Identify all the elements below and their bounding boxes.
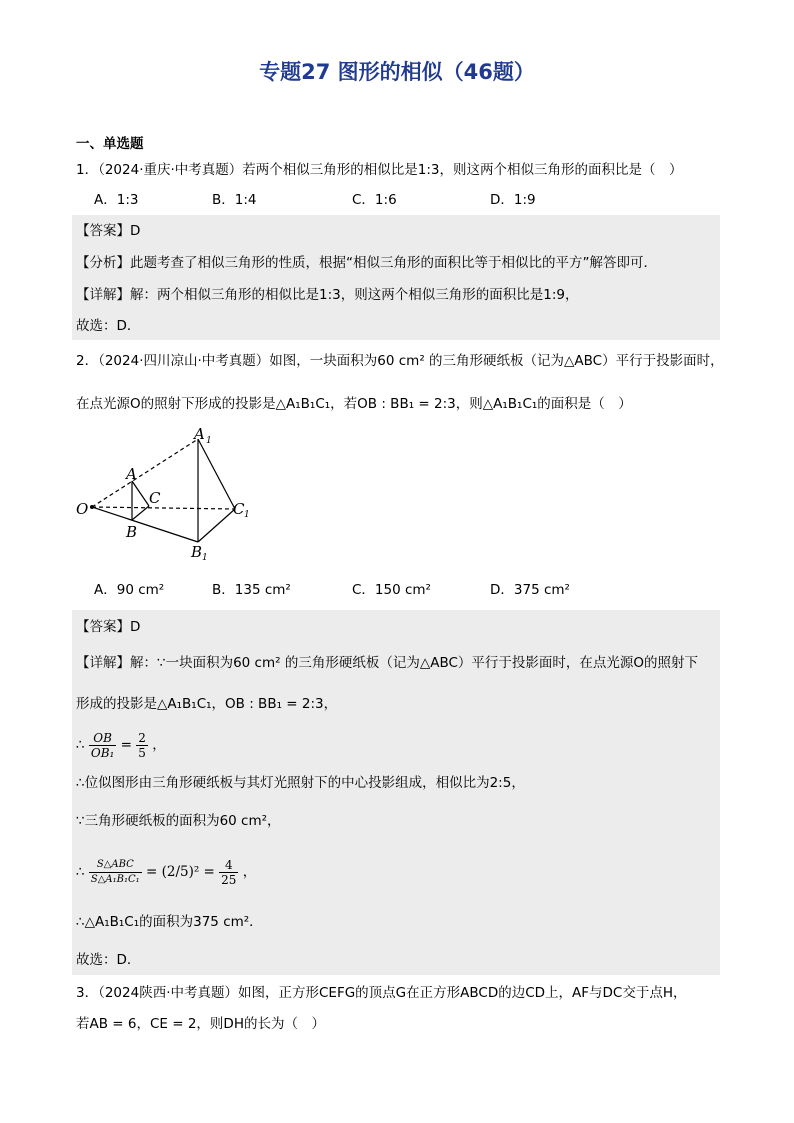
q2-step4: ∴ $\frac{\text{S△ABC}}{\text{S△A₁B₁C₁}}$ = (2/5)² = $\frac{4}{25}$ ， xyxy=(76,857,257,887)
label-b1: B xyxy=(191,543,203,561)
q2-step3: ∵三角形硬纸板的面积为60 cm²， xyxy=(76,813,281,829)
q1-answer: 【答案】D xyxy=(76,223,141,239)
label-a1: A xyxy=(194,425,205,443)
q2-stem-line2: 在点光源O的照射下形成的投影是△A₁B₁C₁，若OB : BB₁ = 2:3，则△A₁B₁C₁的面积是（ ） xyxy=(76,396,632,412)
label-b1-sub: 1 xyxy=(202,553,208,563)
label-a: A xyxy=(126,465,137,483)
q1-option-a: A．1:3 xyxy=(94,192,139,208)
q2-stem-line1: 2．（2024·四川凉山·中考真题）如图，一块面积为60 cm² 的三角形硬纸板（记为△ABC）平行于投影面时， xyxy=(76,353,724,369)
label-o: O xyxy=(76,500,89,518)
q2-option-c: C．150 cm² xyxy=(352,582,431,598)
label-c: C xyxy=(149,489,161,507)
q2-step2: ∴位似图形由三角形硬纸板与其灯光照射下的中心投影组成，相似比为2:5， xyxy=(76,775,525,791)
section-heading: 一、单选题 xyxy=(76,136,144,152)
q2-option-b: B．135 cm² xyxy=(212,582,291,598)
q2-step5: ∴△A₁B₁C₁的面积为375 cm²． xyxy=(76,914,263,930)
label-c1-sub: 1 xyxy=(244,510,250,520)
q1-option-d: D．1:9 xyxy=(490,192,536,208)
area-ratio-fraction: $\frac{\text{S△ABC}}{\text{S△A₁B₁C₁}}$ xyxy=(90,858,140,885)
q2-option-d: D．375 cm² xyxy=(490,582,570,598)
value-fraction: $\frac{2}{5}$ xyxy=(138,730,146,760)
q2-choose: 故选：D． xyxy=(76,952,141,968)
q1-stem: 1．（2024·重庆·中考真题）若两个相似三角形的相似比是1:3，则这两个相似三角形的面积比是（ ） xyxy=(76,162,683,178)
q1-option-c: C．1:6 xyxy=(352,192,397,208)
q1-analysis: 【分析】此题考查了相似三角形的性质，根据“相似三角形的面积比等于相似比的平方”解答即可． xyxy=(76,255,657,271)
q2-answer: 【答案】D xyxy=(76,619,141,635)
ratio-fraction: $\frac{OB}{\text{OB₁}}$ xyxy=(90,730,115,760)
q2-projection-figure xyxy=(70,425,260,565)
label-c1: C xyxy=(233,500,245,518)
q2-detail-line1: 【详解】解：∵一块面积为60 cm² 的三角形硬纸板（记为△ABC）平行于投影面时，在点光源O的照射下 xyxy=(76,655,699,671)
q3-stem-line1: 3．（2024陕西·中考真题）如图，正方形CEFG的顶点G在正方形ABCD的边CD上，AF与DC交于点H， xyxy=(76,985,687,1001)
q3-stem-line2: 若AB = 6，CE = 2，则DH的长为（ ） xyxy=(76,1016,325,1032)
page-title: 专题27 图形的相似（46题） xyxy=(259,60,535,84)
q1-choose: 故选：D． xyxy=(76,318,141,334)
label-b: B xyxy=(126,523,138,541)
q2-option-a: A．90 cm² xyxy=(94,582,165,598)
q2-step1: ∴ $\frac{OB}{\text{OB₁}}$ = $\frac{2}{5}$ ， xyxy=(76,730,166,760)
area-value-fraction: $\frac{4}{25}$ xyxy=(221,857,237,887)
label-a1-sub: 1 xyxy=(206,436,212,446)
q1-solution-box xyxy=(72,215,720,340)
q1-option-b: B．1:4 xyxy=(212,192,257,208)
q2-detail-line2: 形成的投影是△A₁B₁C₁，OB : BB₁ = 2:3， xyxy=(76,696,338,712)
q1-detail: 【详解】解：两个相似三角形的相似比是1:3，则这两个相似三角形的面积比是1:9， xyxy=(76,287,579,303)
